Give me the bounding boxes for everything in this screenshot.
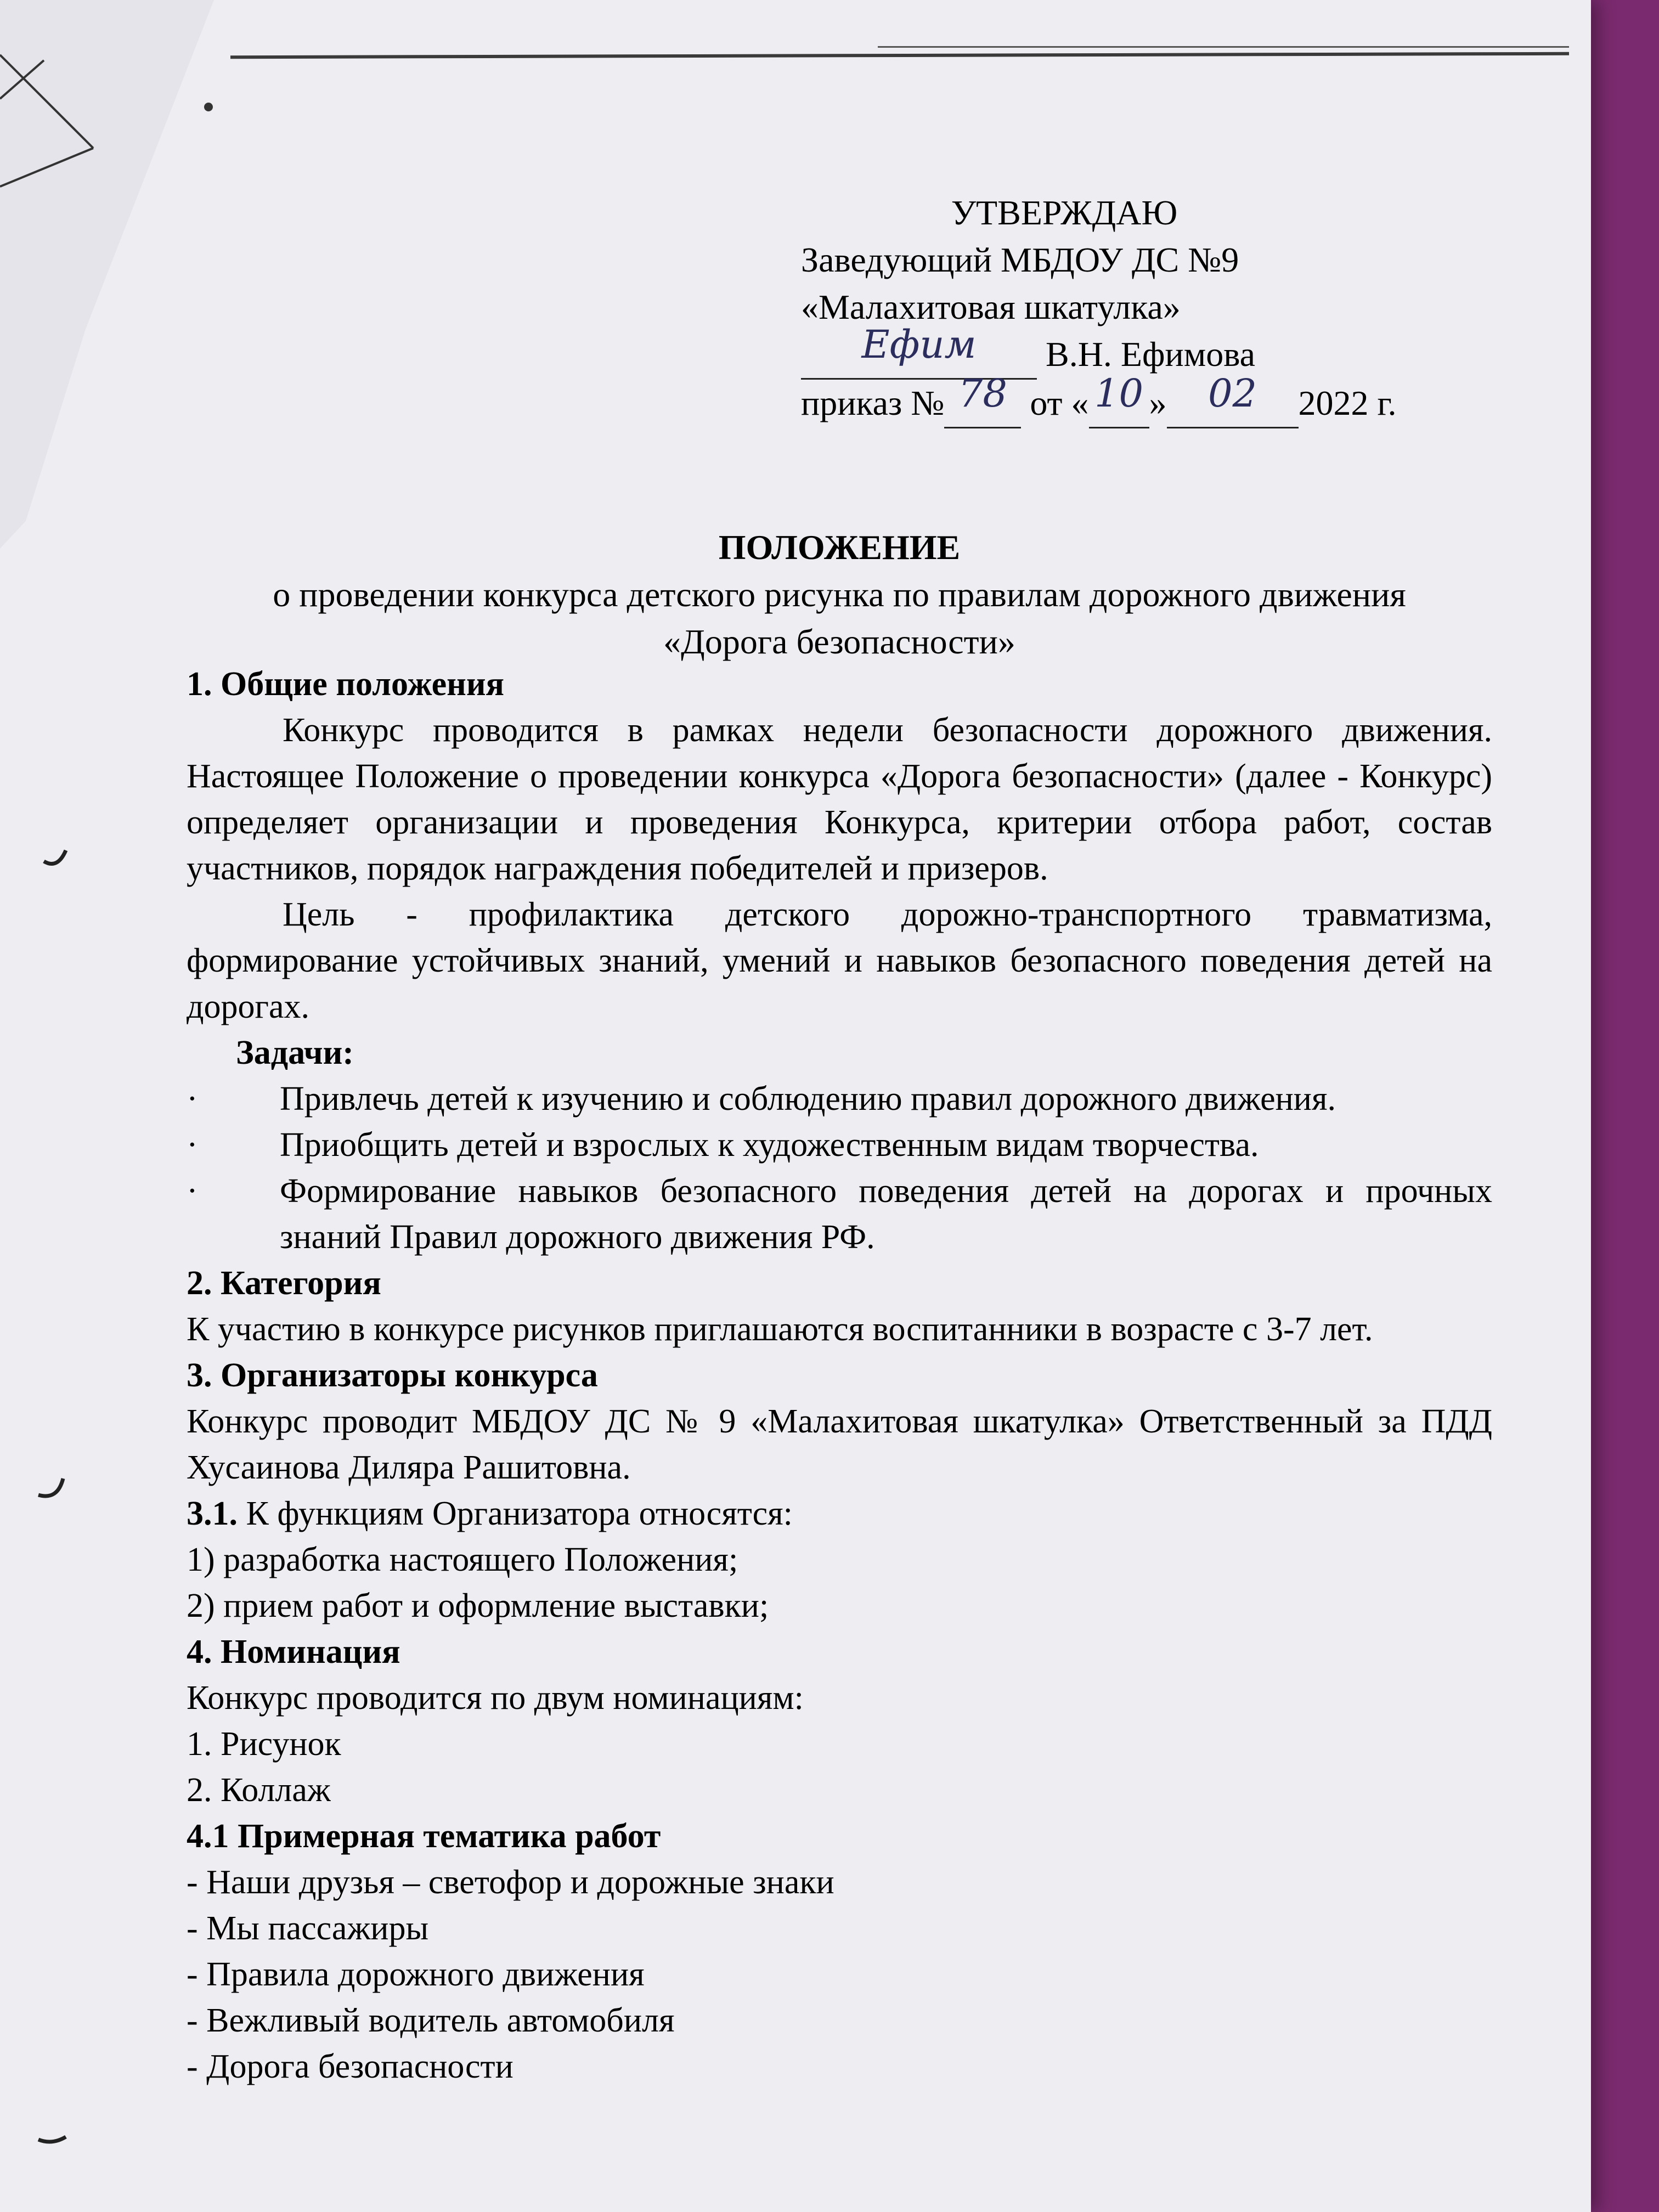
task-item: · Приобщить детей и взрослых к художественным видам творчества. xyxy=(187,1126,1259,1164)
nomination-item: 1. Рисунок xyxy=(187,1725,341,1763)
section-1-paragraph-1: Конкурс проводится в рамках недели безопасности дорожного движения. Настоящее Положение о проведении конкурса «Дорога безопасности» (далее - Конкурс) определяет организации и проведения Конкурса, критерии отбора работ, состав участников, порядок награждения победителей и призеров. xyxy=(187,712,1492,887)
task-item: · Формирование навыков безопасного поведения детей на дорогах и прочных знаний Правил дорожного движения РФ. xyxy=(187,1172,1492,1256)
theme-item: - Дорога безопасности xyxy=(187,2048,514,2085)
contest-name: «Дорога безопасности» xyxy=(663,622,1015,661)
approval-signer: В.Н. Ефимова xyxy=(1046,335,1255,374)
theme-item: - Вежливый водитель автомобиля xyxy=(187,2002,675,2039)
order-number: 78 xyxy=(958,371,1007,416)
section-4-heading: 4. Номинация xyxy=(187,1633,400,1671)
header-rule-thin xyxy=(878,46,1569,48)
organizer-function: 2) прием работ и оформление выставки; xyxy=(187,1587,769,1624)
theme-item: - Наши друзья – светофор и дорожные знаки xyxy=(187,1864,834,1901)
section-3-1: 3.1. К функциям Организатора относятся: xyxy=(187,1495,793,1532)
section-3-heading: 3. Организаторы конкурса xyxy=(187,1357,598,1394)
nomination-item: 2. Коллаж xyxy=(187,1771,331,1809)
approval-org: «Малахитовая шкатулка» xyxy=(801,287,1181,326)
document-body xyxy=(187,661,1492,2090)
order-year: 2022 г. xyxy=(1298,383,1397,422)
document-subtitle: о проведении конкурса детского рисунка по правилам дорожного движения xyxy=(273,575,1406,614)
approval-block xyxy=(801,189,1397,428)
theme-item: - Мы пассажиры xyxy=(187,1910,429,1947)
organizer-function: 1) разработка настоящего Положения; xyxy=(187,1541,738,1578)
section-1-paragraph-2: Цель - профилактика детского дорожно-транспортного травматизма, формирование устойчивых знаний, умений и навыков безопасного поведения детей на дорогах. xyxy=(187,896,1492,1025)
document-title: ПОЛОЖЕНИЕ xyxy=(718,528,961,567)
themes-heading: 4.1 Примерная тематика работ xyxy=(187,1818,661,1855)
approval-position: Заведующий МБДОУ ДС №9 xyxy=(801,240,1239,279)
section-4-intro: Конкурс проводится по двум номинациям: xyxy=(187,1679,804,1717)
tasks-heading: Задачи: xyxy=(236,1034,354,1071)
order-month: 02 xyxy=(1207,371,1257,416)
section-1-heading: 1. Общие положения xyxy=(187,665,505,703)
pencil-mark-icon xyxy=(38,839,82,883)
section-3-text: Конкурс проводит МБДОУ ДС № 9 «Малахитовая шкатулка» Ответственный за ПДД Хусаинова Диляра Рашитовна. xyxy=(187,1403,1492,1486)
task-item: · Привлечь детей к изучению и соблюдению правил дорожного движения. xyxy=(187,1080,1336,1118)
theme-item: - Правила дорожного движения xyxy=(187,1956,645,1993)
approval-heading: УТВЕРЖДАЮ xyxy=(951,193,1178,232)
section-2-text: К участию в конкурсе рисунков приглашаются воспитанники в возрасте с 3-7 лет. xyxy=(187,1311,1373,1348)
document-title-block xyxy=(187,524,1492,665)
pencil-mark-icon xyxy=(33,1470,77,1514)
section-2-heading: 2. Категория xyxy=(187,1265,381,1302)
approval-order: приказ № 78 от « 10 » 02 2022 г. xyxy=(801,380,1397,428)
order-day: 10 xyxy=(1094,371,1144,416)
pencil-mark-icon xyxy=(33,2118,77,2162)
corner-lines xyxy=(0,0,219,549)
signature: Ефим xyxy=(801,331,1037,380)
